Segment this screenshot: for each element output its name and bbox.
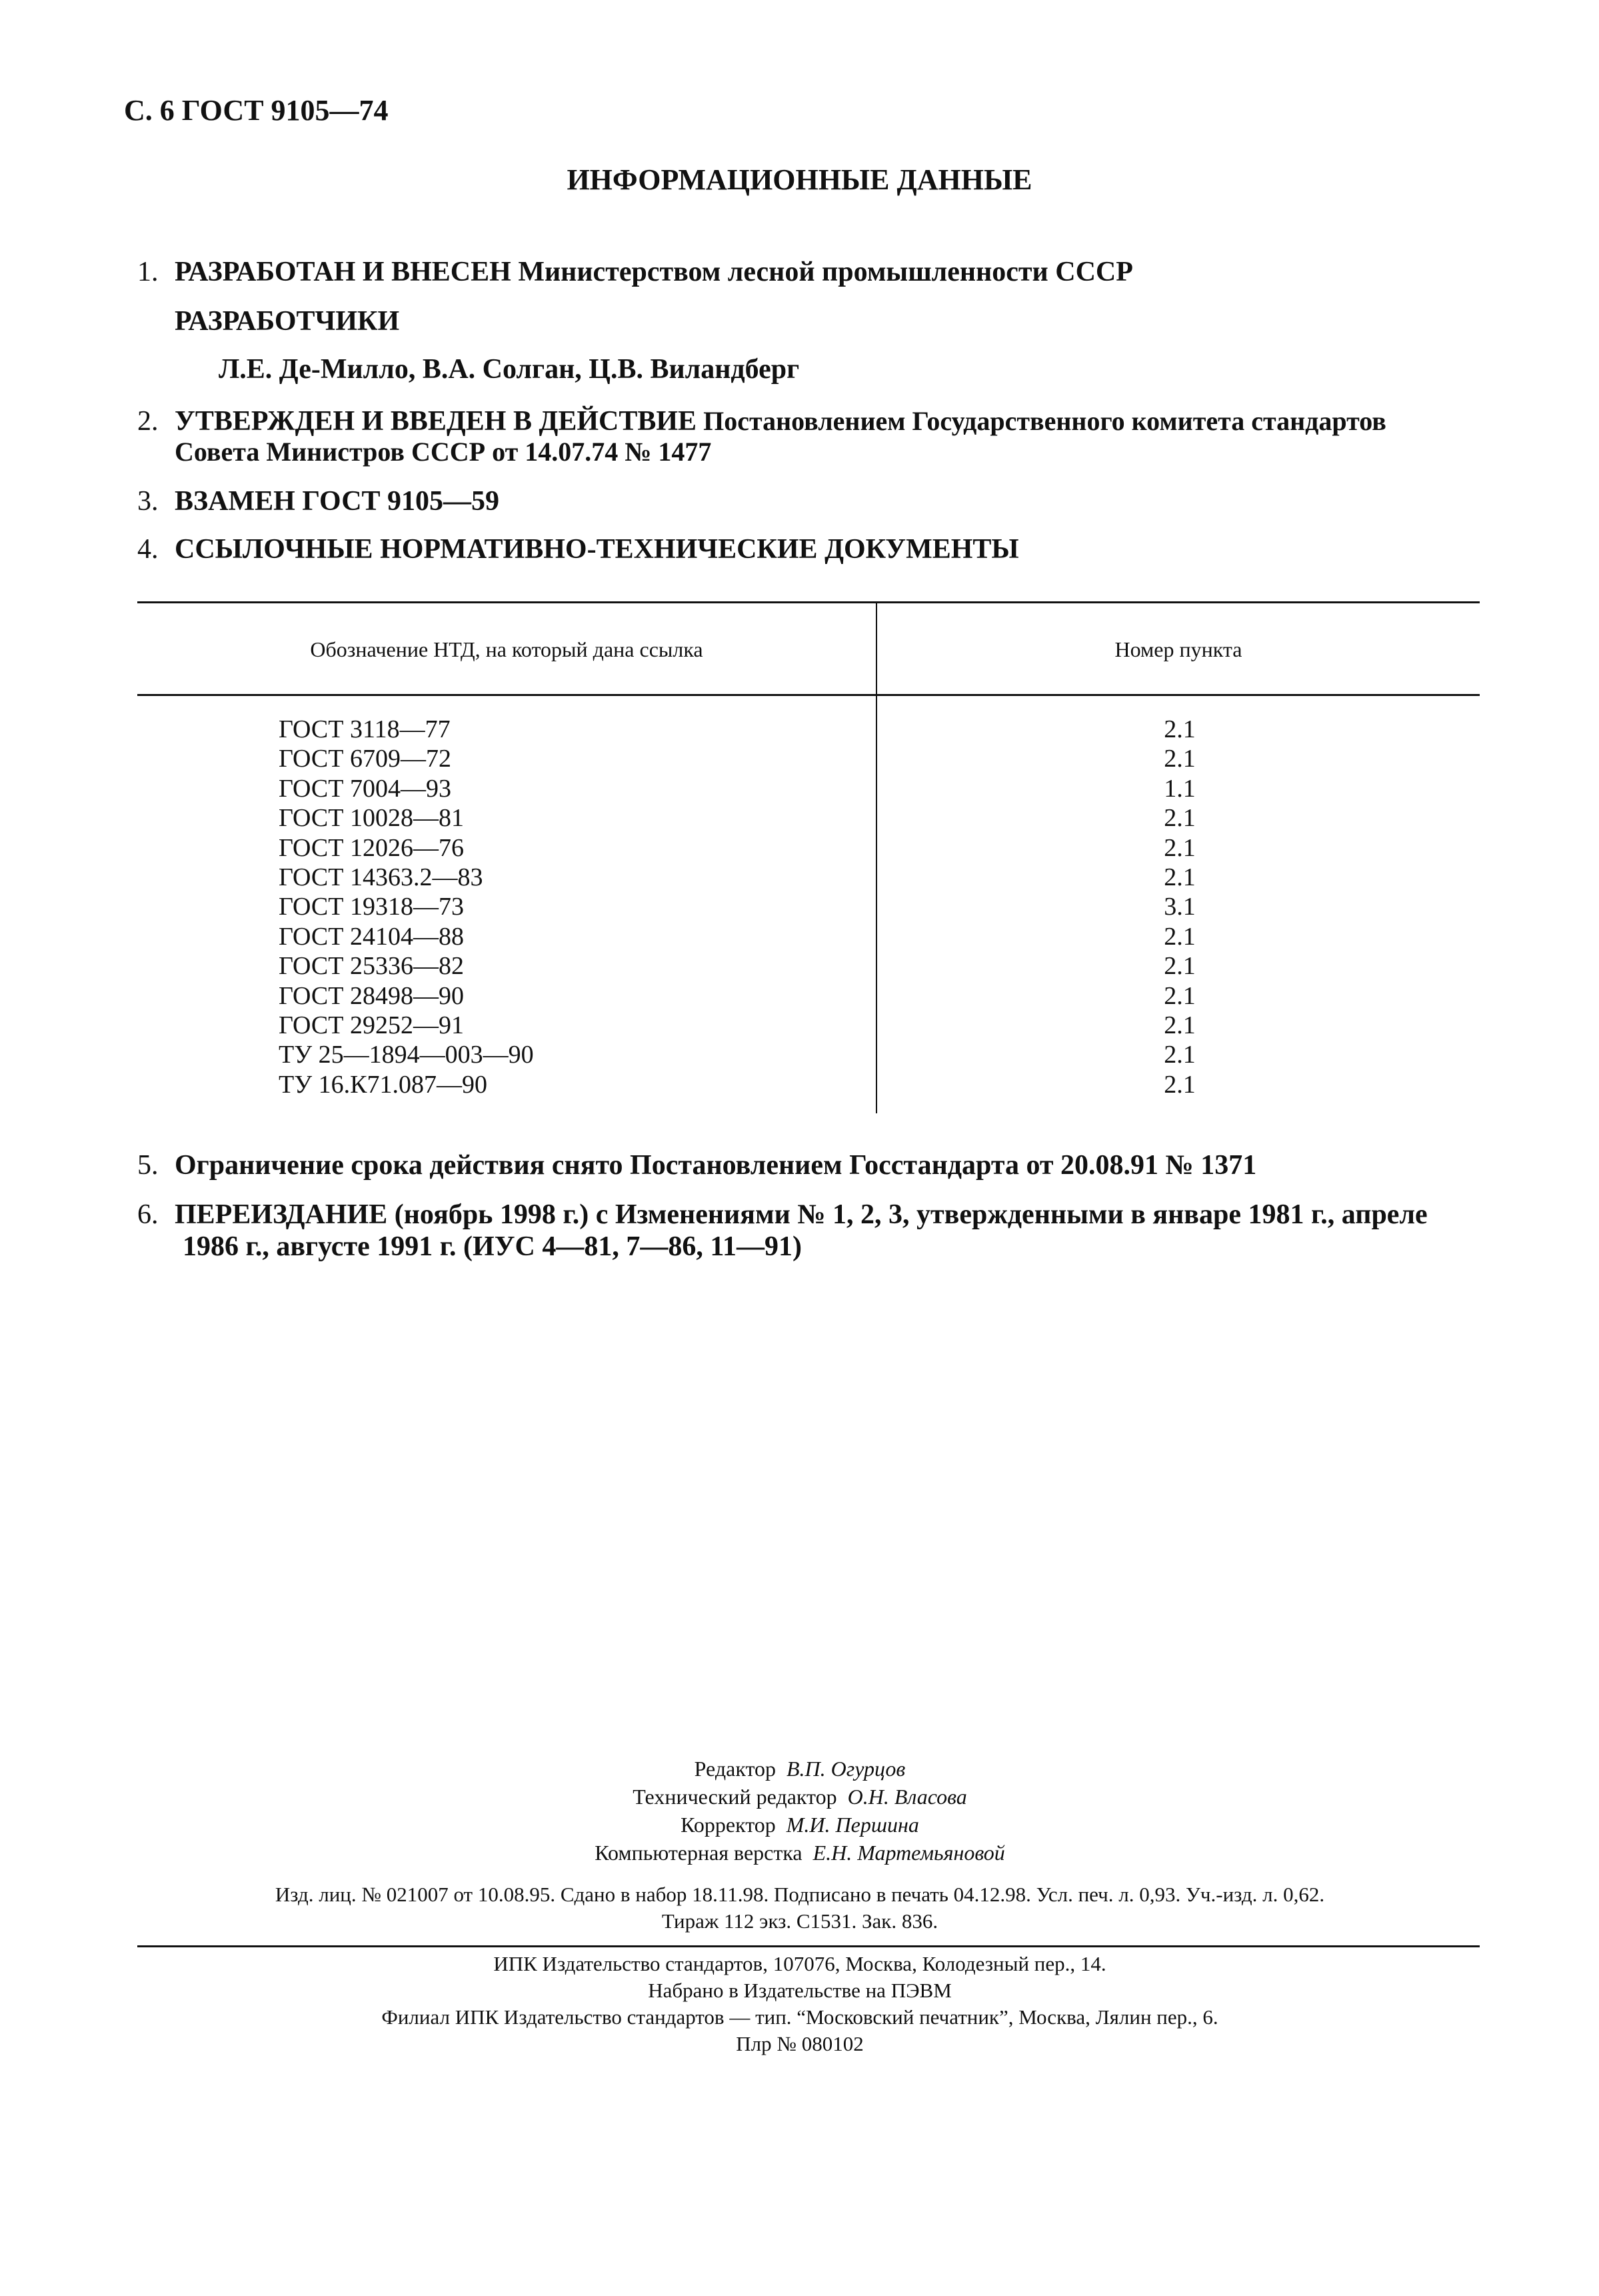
credits-corrector-label: Корректор bbox=[681, 1813, 776, 1837]
item-2-bold: УТВЕРЖДЕН И ВВЕДЕН В ДЕЙСТВИЕ bbox=[175, 406, 697, 437]
item-1-text: Министерством лесной промышленности СССР bbox=[511, 257, 1133, 287]
table-cell-point: 3.1 bbox=[1164, 893, 1196, 921]
print-info-line-2: Набрано в Издательстве на ПЭВМ bbox=[648, 1979, 952, 2002]
table-cell-designation: ГОСТ 29252—91 bbox=[279, 1011, 464, 1039]
item-1 bbox=[137, 256, 1133, 288]
credits-layout-label: Компьютерная верстка bbox=[595, 1841, 802, 1865]
credits-editor-label: Редактор bbox=[694, 1757, 776, 1781]
table-cell-designation: ГОСТ 14363.2—83 bbox=[279, 863, 483, 891]
item-2-line2: Совета Министров СССР от 14.07.74 № 1477 bbox=[175, 437, 712, 467]
item-1-developers-heading: РАЗРАБОТЧИКИ bbox=[175, 306, 400, 337]
table-cell-point: 2.1 bbox=[1164, 833, 1196, 862]
page-title: ИНФОРМАЦИОННЫЕ ДАННЫЕ bbox=[567, 163, 1032, 196]
item-5-number: 5. bbox=[137, 1150, 159, 1181]
print-info-line-3: Филиал ИПК Издательство стандартов — тип. “Московский печатник”, Москва, Лялин пер., 6. bbox=[381, 2005, 1218, 2029]
table-column-divider bbox=[876, 601, 877, 1113]
item-2-number: 2. bbox=[137, 406, 159, 437]
item-2-text: Постановлением Государственного комитета стандартов bbox=[697, 406, 1386, 436]
print-info-line-4: Плр № 080102 bbox=[736, 2032, 864, 2055]
table-top-rule bbox=[137, 601, 1480, 603]
table-header-designation: Обозначение НТД, на который дана ссылка bbox=[310, 637, 703, 661]
credits-layout bbox=[467, 1839, 1133, 1867]
table-cell-designation: ТУ 25—1894—003—90 bbox=[279, 1041, 534, 1069]
table-cell-designation: ГОСТ 24104—88 bbox=[279, 922, 464, 951]
item-4-text: ССЫЛОЧНЫЕ НОРМАТИВНО-ТЕХНИЧЕСКИЕ ДОКУМЕНТЫ bbox=[175, 534, 1019, 565]
credits-corrector-name: М.И. Першина bbox=[786, 1813, 919, 1837]
page-header: С. 6 ГОСТ 9105—74 bbox=[124, 94, 389, 127]
item-6-number: 6. bbox=[137, 1199, 159, 1230]
table-designation-column bbox=[279, 715, 534, 1099]
credits-editor bbox=[467, 1755, 1133, 1783]
item-6-text: (ноябрь 1998 г.) с Изменениями № 1, 2, 3, утвержденными в январе 1981 г., апреле bbox=[387, 1199, 1428, 1230]
item-3-number: 3. bbox=[137, 486, 159, 517]
item-4 bbox=[137, 533, 1019, 565]
item-5-text: Ограничение срока действия снято Постановлением Госстандарта от 20.08.91 № 1371 bbox=[175, 1150, 1257, 1181]
item-1-number: 1. bbox=[137, 257, 159, 287]
item-6-bold: ПЕРЕИЗДАНИЕ bbox=[175, 1199, 388, 1230]
item-6-line2: 1986 г., августе 1991 г. (ИУС 4—81, 7—86, 11—91) bbox=[183, 1231, 802, 1262]
item-5 bbox=[137, 1149, 1256, 1181]
bottom-rule bbox=[137, 1945, 1480, 1947]
publication-info bbox=[120, 1881, 1480, 1935]
credits-tech-label: Технический редактор bbox=[633, 1785, 837, 1809]
publication-info-line-2: Тираж 112 экз. С1531. Зак. 836. bbox=[661, 1909, 938, 1933]
credits-corrector bbox=[467, 1811, 1133, 1839]
table-cell-point: 2.1 bbox=[1164, 981, 1196, 1010]
table-cell-designation: ТУ 16.К71.087—90 bbox=[279, 1070, 487, 1099]
table-cell-point: 2.1 bbox=[1164, 715, 1196, 743]
print-info bbox=[120, 1951, 1480, 2057]
credits-tech-name: О.Н. Власова bbox=[847, 1785, 967, 1809]
table-cell-point: 2.1 bbox=[1164, 1041, 1196, 1069]
table-point-column bbox=[1133, 715, 1226, 1099]
table-cell-point: 2.1 bbox=[1164, 1070, 1196, 1099]
credits-tech-editor bbox=[467, 1783, 1133, 1811]
table-cell-designation: ГОСТ 12026—76 bbox=[279, 833, 464, 862]
table-cell-designation: ГОСТ 19318—73 bbox=[279, 893, 464, 921]
table-cell-point: 2.1 bbox=[1164, 922, 1196, 951]
item-2 bbox=[137, 405, 1386, 437]
table-cell-designation: ГОСТ 7004—93 bbox=[279, 774, 451, 803]
table-cell-point: 1.1 bbox=[1164, 774, 1196, 803]
item-4-number: 4. bbox=[137, 534, 159, 565]
item-1-developers: Л.Е. Де-Милло, В.А. Солган, Ц.В. Виландберг bbox=[219, 354, 800, 385]
item-6 bbox=[137, 1199, 1428, 1231]
credits-editor-name: В.П. Огурцов bbox=[787, 1757, 906, 1781]
table-cell-point: 2.1 bbox=[1164, 1011, 1196, 1039]
table-cell-designation: ГОСТ 10028—81 bbox=[279, 804, 464, 833]
table-cell-designation: ГОСТ 3118—77 bbox=[279, 715, 451, 743]
table-cell-designation: ГОСТ 28498—90 bbox=[279, 981, 464, 1010]
table-cell-point: 2.1 bbox=[1164, 745, 1196, 773]
table-header-rule bbox=[137, 694, 1480, 696]
print-info-line-1: ИПК Издательство стандартов, 107076, Москва, Колодезный пер., 14. bbox=[493, 1952, 1106, 1975]
item-3 bbox=[137, 485, 499, 517]
table-header-point: Номер пункта bbox=[1114, 637, 1242, 661]
table-cell-designation: ГОСТ 25336—82 bbox=[279, 952, 464, 981]
table-cell-point: 2.1 bbox=[1164, 804, 1196, 833]
table-cell-point: 2.1 bbox=[1164, 952, 1196, 981]
item-3-text: ВЗАМЕН ГОСТ 9105—59 bbox=[175, 486, 500, 517]
table-cell-designation: ГОСТ 6709—72 bbox=[279, 745, 451, 773]
table-cell-point: 2.1 bbox=[1164, 863, 1196, 891]
publication-info-line-1: Изд. лиц. № 021007 от 10.08.95. Сдано в набор 18.11.98. Подписано в печать 04.12.98. Усл. печ. л. 0,93. Уч.-изд. л. 0,62. bbox=[275, 1883, 1325, 1906]
credits-block bbox=[467, 1755, 1133, 1867]
item-1-bold: РАЗРАБОТАН И ВНЕСЕН bbox=[175, 257, 511, 287]
credits-layout-name: Е.Н. Мартемьяновой bbox=[812, 1841, 1005, 1865]
